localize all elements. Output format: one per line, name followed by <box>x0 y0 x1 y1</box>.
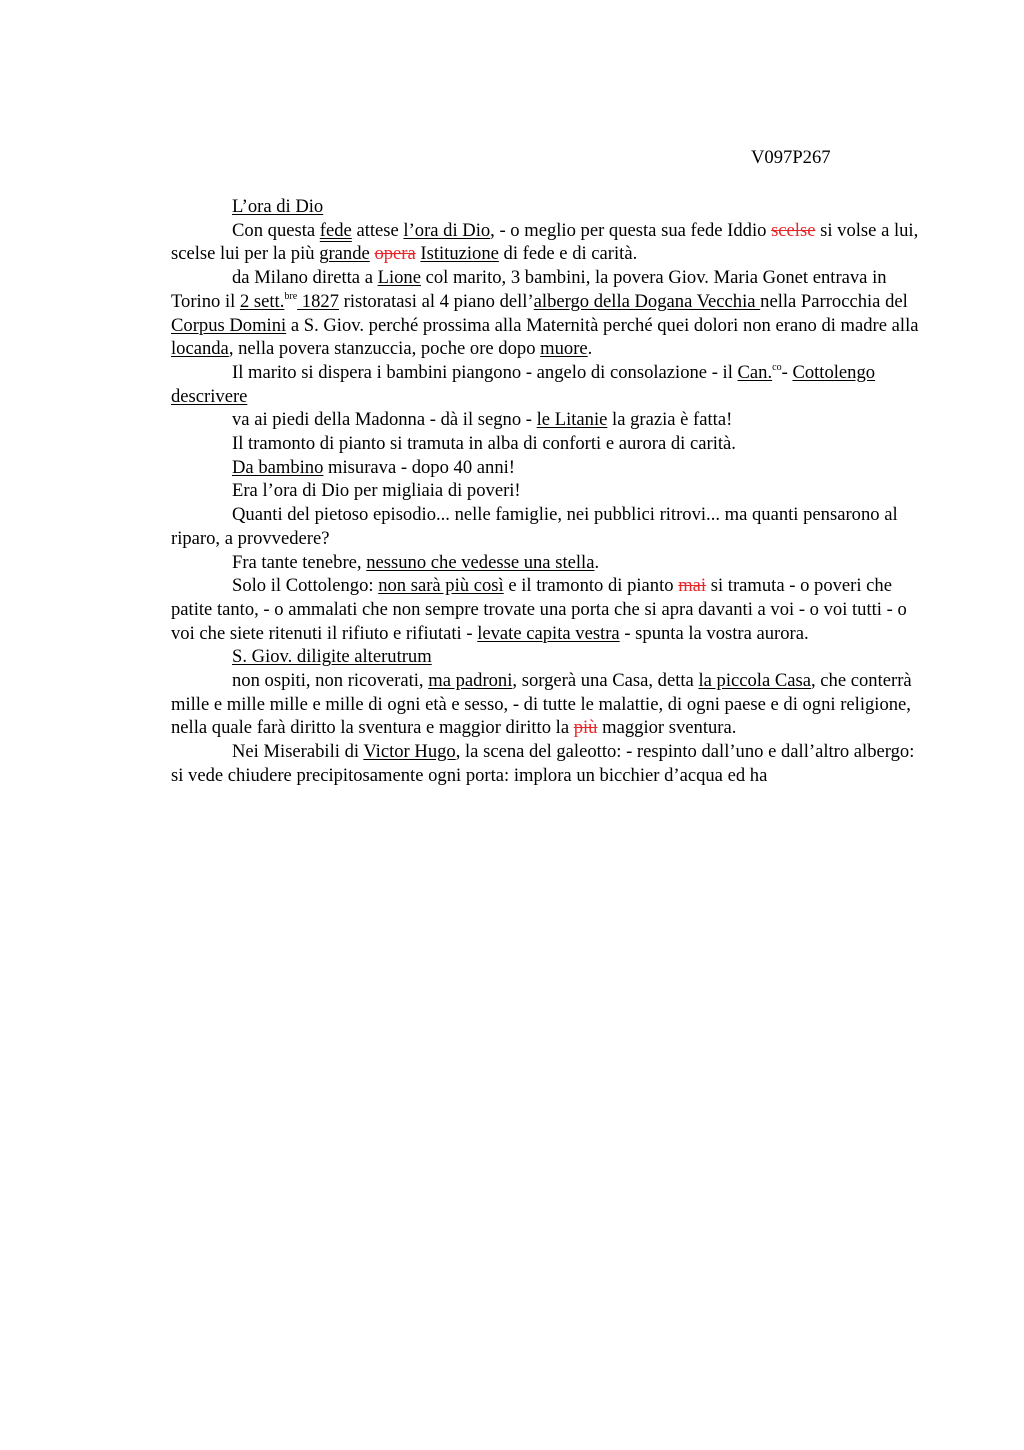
underlined-text: l’ora di Dio <box>403 219 491 241</box>
paragraph <box>171 669 931 740</box>
text-run: Era l’ora di Dio per migliaia di poveri! <box>232 480 521 502</box>
underlined-text: albergo della Dogana Vecchia <box>533 290 761 312</box>
text-run: col marito, 3 bambini, la povera Giov. Maria Gonet entrava in Torino il <box>171 267 887 312</box>
paragraph <box>171 574 931 645</box>
underlined-text: locanda <box>171 338 229 360</box>
text-run: la grazia è fatta! <box>607 409 733 431</box>
superscript-text: co <box>772 361 782 373</box>
text-run: non ospiti, non ricoverati, <box>232 670 429 692</box>
text-run: . <box>594 551 600 573</box>
underlined-text: Cottolengo descrivere <box>171 361 876 407</box>
underlined-text: muore <box>540 338 588 360</box>
paragraph <box>171 361 931 408</box>
underlined-text: grande <box>319 243 370 265</box>
underlined-text: ma padroni <box>428 670 513 692</box>
text-run: , la scena del galeotto: - respinto dall’uno e dall’altro albergo: si vede chiudere precipitosamente ogni porta: implora un bicchier d’acqua ed ha <box>171 741 915 786</box>
paragraph <box>171 479 931 503</box>
paragraph <box>171 551 931 575</box>
paragraph <box>171 408 931 432</box>
paragraph <box>171 503 931 550</box>
paragraph <box>171 219 931 266</box>
underlined-text: levate capita vestra <box>477 622 620 644</box>
underlined-text: Victor Hugo <box>363 741 456 763</box>
paragraph <box>171 266 931 361</box>
text-run: Nei Miserabili di <box>232 741 364 763</box>
paragraph <box>171 645 931 669</box>
underlined-text: Istituzione <box>420 243 499 265</box>
underlined-text: Da bambino <box>232 456 324 478</box>
deleted-text: più <box>573 717 598 739</box>
text-run: Quanti del pietoso episodio... nelle famiglie, nei pubblici ritrovi... ma quanti pensarono al riparo, a provvedere? <box>171 504 898 549</box>
deleted-text: scelse <box>771 219 816 241</box>
deleted-text: mai <box>678 575 707 597</box>
paragraph <box>171 432 931 456</box>
text-run: Il marito si dispera i bambini piangono - angelo di consolazione - il <box>232 361 738 383</box>
text-run: e il tramonto di pianto <box>503 575 679 597</box>
text-run: - spunta la vostra aurora. <box>619 622 809 644</box>
text-run: Il tramonto di pianto si tramuta in alba di conforti e aurora di carità. <box>232 433 736 455</box>
underlined-text: Corpus Domini <box>171 314 287 336</box>
text-run: misurava - dopo 40 anni! <box>323 456 515 478</box>
underlined-text: la piccola Casa <box>698 670 811 692</box>
text-run: attese <box>351 219 404 241</box>
text-run: Con questa <box>232 219 320 241</box>
text-run: , che conterrà mille e mille mille e mille di ogni età e sesso, - di tutte le malattie, di ogni paese e di ogni religione, nella quale farà diritto la sventura e maggior diritto la <box>171 670 912 739</box>
text-run: ristoratasi al 4 piano dell’ <box>338 290 534 312</box>
underlined-text: Lione <box>377 267 421 289</box>
text-run: , sorgerà una Casa, detta <box>512 670 699 692</box>
text-run: , nella povera stanzuccia, poche ore dopo <box>228 338 541 360</box>
text-run: , - o meglio per questa sua fede Iddio <box>490 219 772 241</box>
text-run: di fede e di carità. <box>498 243 638 265</box>
paragraph <box>171 456 931 480</box>
text-run: va ai piedi della Madonna - dà il segno - <box>232 409 537 431</box>
underlined-text: le Litanie <box>536 409 608 431</box>
double-underlined-text: fede <box>319 219 352 241</box>
paragraph <box>171 740 931 787</box>
text-run: a S. Giov. perché prossima alla Maternità perché quei dolori non erano di madre alla <box>286 314 919 336</box>
underlined-text: S. Giov. diligite alterutrum <box>232 646 432 668</box>
text-run: Solo il Cottolengo: <box>232 575 379 597</box>
text-run: nella Parrocchia del <box>760 290 908 312</box>
underlined-text: 1827 <box>297 290 339 312</box>
deleted-text: opera <box>374 243 416 265</box>
underlined-text: non sarà più così <box>378 575 504 597</box>
superscript-text: bre <box>284 290 298 302</box>
section-heading <box>171 195 931 219</box>
text-run: . <box>587 338 593 360</box>
text-run: maggior sventura. <box>597 717 737 739</box>
text-run: si volse a lui, scelse lui per la più <box>171 219 919 265</box>
document-id: V097P267 <box>751 147 831 168</box>
text-run: si tramuta - o poveri che patite tanto, - o ammalati che non sempre trovate una porta che si apra davanti a voi - o voi tutti - o voi che siete ritenuti il rifiuto e rifiutati - <box>171 575 907 644</box>
text-run: - <box>781 361 793 383</box>
document-body <box>171 195 931 788</box>
text-run: da Milano diretta a <box>232 267 378 289</box>
underlined-text: 2 sett. <box>239 290 285 312</box>
underlined-text: nessuno che vedesse una stella <box>366 551 595 573</box>
underlined-text: L’ora di Dio <box>232 196 324 217</box>
text-run: Fra tante tenebre, <box>232 551 367 573</box>
underlined-text: Can. <box>737 361 773 383</box>
